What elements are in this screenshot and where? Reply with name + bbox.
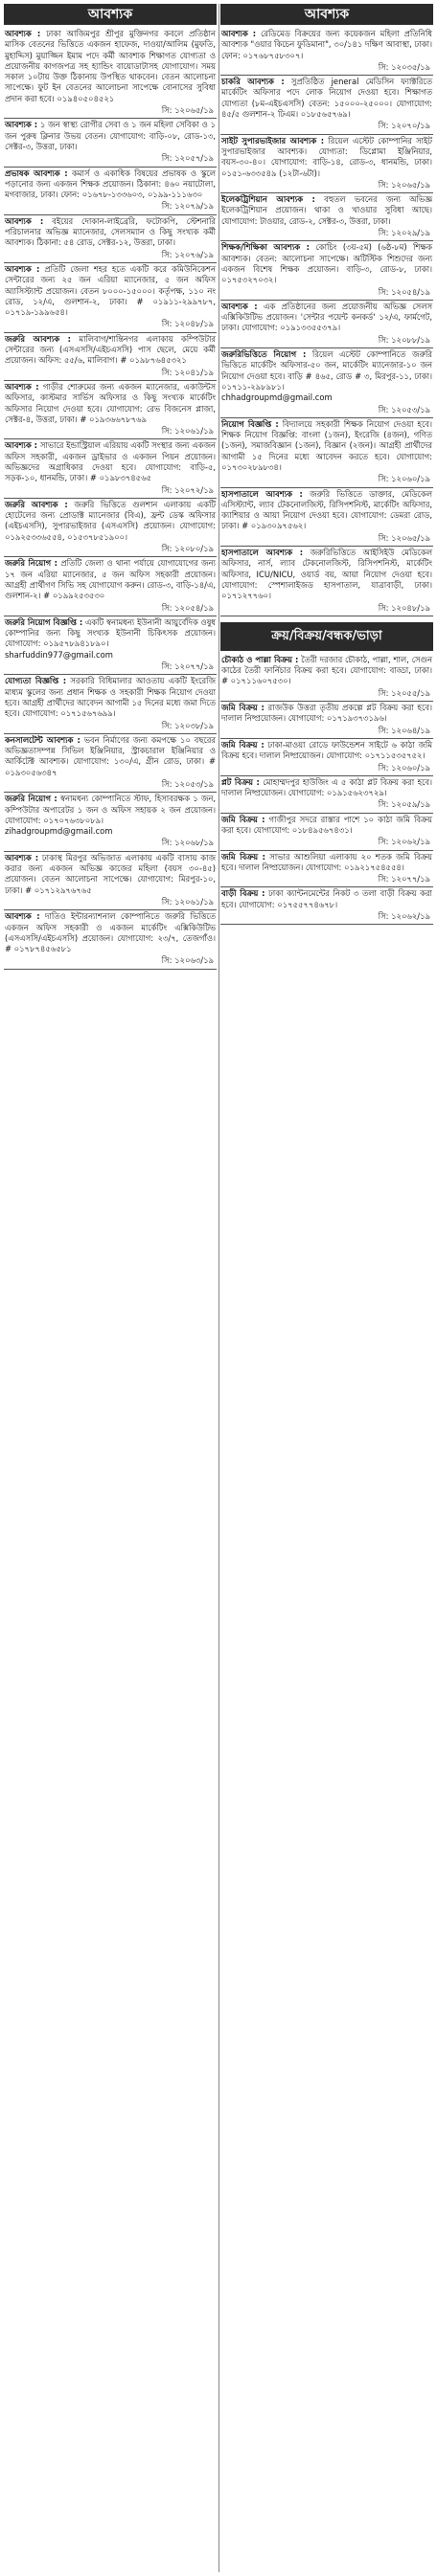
ad-text	[221, 815, 432, 837]
ad-body: বহুতল ভবনের জন্য অভিজ্ঞ ইলেকট্রিশিয়ান প্রয়োজন। থাকা ও খাওয়ার সুবিধা আছে। যোগাযোগ: টাওয়ার, রোড-২, সেক্টর-৩, উত্তরা, ঢাকা।	[221, 194, 432, 226]
ad-code: সি: ১২০৫৭/১৯	[161, 153, 214, 164]
ad-text	[221, 703, 432, 725]
ad-body: রিয়েল এস্টেট কোম্পানির সাইট সুপারভাইজার আবশ্যক। যোগ্যতা: ডিপ্লোমা ইঞ্জিনিয়ার, বয়স-৩০-৪০। যোগাযোগ: বাড়ি-১৪, রোড-৩, ধানমন্ডি, ঢাকা। ০১৫১-৬৩৩৫৪৯ (১২টা-৬টা)।	[221, 135, 432, 178]
ad-code: সি: ১২০৩৫/১৯	[378, 61, 430, 72]
ad-text	[221, 77, 432, 120]
ad-code: সি: ১২০৭৭/১৯	[161, 661, 214, 672]
ad-heading: কনসালটেন্ট আবশ্যক :	[5, 734, 80, 745]
classified-ad	[220, 654, 433, 701]
ad-heading: জরুরি নিয়োগ :	[5, 794, 58, 804]
ad-text	[221, 740, 432, 762]
ad-body: একটি স্বনামধন্য ইউনানী আয়ুর্বেদিক ওষুধ কোম্পানির জন্য কিছু সংখ্যক ইউনানী চিকিৎসক প্রয়োজন। যোগাযোগ: ০১৯৫৭৮৯৪১৮৯০।	[5, 616, 217, 649]
ad-body: ঢাকা আজিমপুর শ্রীপুর মুক্তিনগর কবলে প্রতিষ্ঠান মাসিক বেতনের ভিত্তিতে একজন হাফেজ, দাওয়া/আলিম (মুফতি, মুহাদ্দিস) মুয়াজ্জিন ইমাম পদে কর্মী আবশ্যক শিক্ষাগত যোগ্যতা ও প্রয়োজনীয় কাগজপত্র সহ হ্যান্ডিং বায়োডাটাসহ যোগাযোগ। সময় সকাল ১০টায় উক্ত ঠিকানায় উপস্থিত থাকবেন। বেতন আলোচনা সাপেক্ষে। ফুট ইন বেতনের আলোচনা সাপেক্ষে বোনাসের সুবিধা প্রদান করা হবে। ০১৯৪০৫০৪৫২১	[5, 29, 216, 103]
ad-body: প্রতিটি জেলা শহর হতে একটি করে কমিউনিকেশন সেন্টারের জন্য ২৫ জন এরিয়া ম্যানেজার, ৫ জন অফিস অ্যাসিস্ট্যান্ট প্রয়োজন। বেতন ৮০০০-১৫০০০। কর্তৃপক্ষ, ১১০ নং রোড, ১২/এ, গুলশান-২, ঢাকা। # ০১৯১১-২৯৯৭৮৭, ০১৭১৯-১৯৯৬৫৪।	[5, 263, 216, 318]
ad-heading: আবশ্যক :	[5, 215, 44, 226]
classified-ad	[220, 702, 433, 738]
classified-ad	[4, 263, 217, 332]
classified-ad	[4, 793, 217, 850]
ad-text	[5, 216, 216, 249]
classified-ad	[4, 439, 217, 497]
classified-ad	[220, 851, 433, 887]
ad-code: সি: ১২০৬০/১৯	[378, 474, 430, 484]
classified-ad	[220, 547, 433, 616]
ad-code: সি: ১২০৫৩/১৯	[378, 404, 430, 414]
ad-code: সি: ১২০৫৫/১৯	[378, 687, 430, 698]
ad-code: সি: ১২০৭০/১৯	[378, 121, 430, 131]
ad-text	[5, 440, 216, 483]
ad-code: সি: ১২০৬২/১৯	[378, 837, 430, 847]
ad-text	[221, 29, 432, 61]
ad-heading: জরুরি নিয়োগ :	[5, 558, 58, 569]
section-banner-left: আবশ্যক	[4, 4, 217, 25]
ad-text	[221, 888, 432, 910]
ad-heading: আবশ্যক :	[5, 120, 38, 130]
ad-heading: বাড়ী বিক্রয় :	[221, 888, 265, 899]
ad-code: সি: ১২০৫৪/১৯	[161, 602, 214, 613]
ad-code: সি: ১২০৬৩/১৯	[161, 955, 214, 966]
ad-heading: জরুরি আবশ্যক :	[5, 333, 72, 344]
ad-heading: জরুরি আবশ্যক :	[5, 499, 68, 509]
ad-code: সি: ১২০৬৪/১৯	[378, 725, 430, 735]
ad-heading: ইলেকট্রিশিয়ান আবশ্যক :	[221, 194, 315, 205]
ad-code: সি: ১২০৭৯/১৯	[161, 201, 214, 212]
ad-heading: হাসপাতালে আবশ্যক :	[221, 548, 304, 558]
ad-code: সি: ১২০৩৮/১৯	[161, 720, 214, 730]
ad-heading: আবশ্যক :	[5, 381, 39, 392]
ad-code: সি: ১২০৪৮/১৯	[378, 602, 430, 613]
ad-code: সি: ১২০৭২/১৯	[161, 484, 214, 495]
classified-ad	[220, 887, 433, 924]
ad-body: গাজীপুর সদরে রাস্তার পাশে ১০ কাঠা জমি বিক্রয় করা হবে। যোগাযোগ: ০১৮৪৯৫৬৭৪৩১।	[221, 814, 432, 835]
classified-ad	[4, 119, 217, 166]
ad-email-link[interactable]: zihadgroupmd@gmail.com	[5, 826, 113, 837]
ad-body: বইয়ের দোকান-লাইব্রেরি, ফটোকপি, স্টেশনারি পরিচালনার অভিজ্ঞ ম্যানেজার, সেলসম্যান ও কিছু সংখ্যক কর্মী আবশ্যক। ঠিকানা: ৫৪ রোড, সেক্টর-১২, উত্তরা, ঢাকা।	[5, 215, 216, 248]
classified-ad	[4, 557, 217, 615]
ad-code: সি: ১২০৫৪/১৯	[378, 286, 430, 297]
ad-separator	[220, 924, 433, 925]
ad-text	[5, 29, 216, 104]
ad-body: জরুরিভিত্তিতে আইসিইউ মেডিকেল অফিসার, নার্স, ল্যাব টেকনোলজিস্ট, রিসিপশনিস্ট, মার্কেটিং অফিসার, ICU/NICU, ওয়ার্ড বয়, আয়া নিয়োগ দেওয়া হবে। যোগাযোগ: স্পেশালাইজড হাসপাতাল, যাত্রাবাড়ী, ঢাকা। ০১৭১২৭৭৬০।	[221, 548, 432, 601]
ad-text	[5, 264, 216, 318]
ad-heading: চাকরি আবশ্যক :	[221, 77, 285, 87]
ad-text	[5, 500, 216, 543]
section-banner-right: আবশ্যক	[220, 4, 433, 25]
ad-body: প্রতিটি জেলা ও থানা পর্যায়ে যোগাযোগের জন্য ১৭ জন এরিয়া ম্যানেজার, ৫ জন অফিস সহকারী প্রয়োজন। আগ্রহী প্রার্থীগণ সিভি সহ যোগাযোগ করুন। রোড-৩, বাড়ি-১৪/এ, গুলশান-২। # ০১৯৯২৫৩৫৩০	[5, 558, 216, 601]
ad-body: মালিবাগ/শান্তিনগর এলাকায় কম্পিউটার সেন্টারের জন্য (এসএসসি/এইচএসসি) পাস ছেলে, মেয়ে কর্মী প্রয়োজন। অফিস: ৫৫/৬, মালিবাগ। # ০১৯৮৭৬৪৫৩২১	[5, 333, 217, 366]
ad-text	[5, 120, 216, 152]
ad-body: জরুরি ভিত্তিতে ডাক্তার, মেডিকেল এসিস্ট্যান্ট, ল্যাব টেকনোলজিস্ট, রিসিপশনিস্ট, মার্কেটিং অফিসার, ক্যাশিয়ার ও আয়া নিয়োগ দেওয়া হবে। যোগাযোগ: ডেমরা রোড, ঢাকা। # ০১৯৩০৯৭৫৬২।	[221, 488, 432, 531]
ad-code: সি: ১২০৪৮/১৯	[161, 319, 214, 329]
ad-heading: আবশ্যক :	[221, 29, 257, 38]
ad-body: কমার্স ও একাধিক বিষয়ের প্রভাষক ও স্কুলে পড়ানোর জন্য একজন শিক্ষক প্রয়োজন। ঠিকানা: ৪৬০ নয়াটোলা, মগবাজার, ঢাকা। ফোন: ০১৬৭৮-১৩৩৬০৩, ০১৯৯-১১১৬৩০	[5, 168, 216, 200]
sale-section-banner: ক্রয়/বিক্রয়/বন্ধক/ভাড়া	[220, 622, 433, 651]
ad-code: সি: ১২০৬২/১৯	[378, 911, 430, 922]
ad-text	[5, 334, 216, 367]
classified-ad	[4, 499, 217, 556]
ad-code: সি: ১২০৬৫/১৯	[378, 532, 430, 543]
ad-heading: আবশ্যক :	[5, 263, 40, 274]
ad-text	[5, 794, 216, 826]
ad-text	[5, 735, 216, 778]
classified-ad	[4, 852, 217, 909]
ad-body: ঢাকাস্থ মিরপুর অভিজাত এলাকায় একটি বাসায় কাজ করার জন্য একজন অভিজ্ঞ কাজের মহিলা (বয়স ৩০-৪৫) প্রয়োজন। বেতন আলোচনা সাপেক্ষে। যোগাযোগ: মিরপুর-১০, ঢাকা। # ০১৭১২৯৭৬৭৬৫	[5, 852, 216, 895]
ad-heading: আবশ্যক :	[5, 852, 39, 862]
classified-ad	[4, 28, 217, 118]
ad-text	[221, 489, 432, 532]
ad-heading: জরুরিভিত্তিতে নিয়োগ :	[221, 349, 307, 360]
ad-code: সি: ১২০৬৫/১৯	[378, 179, 430, 190]
ad-separator	[4, 969, 217, 970]
ad-heading: জমি বিক্রয় :	[221, 851, 265, 862]
ad-email-link[interactable]: sharfuddin977@gmail.com	[5, 649, 113, 660]
classified-ad	[220, 76, 433, 133]
classified-ad	[4, 734, 217, 792]
classified-ad	[4, 381, 217, 438]
ad-heading: জমি বিক্রয় :	[221, 703, 264, 713]
classified-ad	[220, 739, 433, 775]
ad-heading: আবশ্যক :	[5, 29, 41, 38]
ad-heading: হাসপাতালে আবশ্যক :	[221, 488, 303, 499]
ad-body: এক প্রতিষ্ঠানের জন্য প্রয়োজনীয় অভিজ্ঞ সেলস এক্সিকিউটিভ প্রয়োজন। 'সেন্টার পয়েন্ট কনকর্ড' ১২/এ, ফার্মগেট, ঢাকা। যোগাযোগ: ০১৯১৩৩৫৫৩৭৯।	[221, 301, 432, 333]
classified-ad	[220, 418, 433, 487]
ad-code: সি: ১২০৮০/১৯	[161, 544, 214, 554]
classified-ad	[4, 168, 217, 214]
ad-body: ঢাকা ক্যান্টনমেন্টের নিকট ৩ তলা বাড়ী বিক্রয় করা হবে। যোগাযোগ: ০১৭৫৫৭৭৪৬৭৮।	[221, 888, 432, 909]
ad-heading: প্লট বিক্রয় :	[221, 776, 260, 787]
ad-text	[221, 655, 432, 687]
ad-body: বিদ্যালয়ে সহকারী শিক্ষক নিয়োগ দেওয়া হবে। শিক্ষক নিয়োগ বিজ্ঞপ্তি: বাংলা (১জন), ইংরেজি (৪জন), গণিত (১জন), সমাজবিজ্ঞান (১জন), বিজ্ঞান (২জন)। আগ্রহী প্রার্থীদের আগামী ১৫ দিনের মধ্যে আবেদন করতে হবে। যোগাযোগ: ০১৭৩০২৮৯৮৩৪।	[221, 418, 432, 472]
ad-body: দাতিও ইন্টারন্যাশনাল কোম্পানিতে জরুরি ভিত্তিতে একজন অফিস সহকারী ও একজন মার্কেটিং এক্সিকিউটিভ (এসএসসি/এইচএসসি) প্রয়োজন। যোগাযোগ: ২৩/৭, তেজগাঁও। # ০১৭৮৭৪৫৬৫৮১	[5, 911, 216, 954]
ad-text	[5, 617, 216, 650]
ad-body: ১ জন স্বাস্থ্য রোগীর সেবা ও ১ জন মহিলা সেবিকা ও ১ জন পুরুষ ক্লিনার উভয় বেতন। যোগাযোগ: বাড়ি-০৮, রোড-১৩, সেক্টর-৩, উত্তরা, ঢাকা।	[5, 120, 216, 151]
right-ads-list	[220, 28, 433, 616]
ad-body: রিয়েল এস্টেট কোম্পানিতে জরুরি ভিত্তিতে মার্কেটিং অফিসার-৫০ জন, মার্কেটিং ম্যানেজার-১০ জন নিয়োগ দেওয়া হবে। বাড়ি # ৪৬৫, রোড # ৩, মিরপুর-১১, ঢাকা। ০১৭১১-২৯৮৯৮১।	[221, 349, 432, 392]
ad-body: রেডিমেড বিক্রয়ের জন্য কয়েকজন মহিলা প্রতিনিধি আবশ্যক "ওয়ার কিচেন ফুডিমানা", ৩০/১৪১ দক্ষিণ আবাস্থা, ঢাকা। ফোন: ০১৭৬৮৭৫৮৩০৭।	[221, 29, 432, 60]
ad-heading: জমি বিক্রয় :	[221, 739, 264, 750]
classified-ad	[4, 333, 217, 380]
classified-ad	[220, 488, 433, 546]
classified-ad	[4, 215, 217, 262]
ad-heading: জরুরি নিয়োগ বিজ্ঞপ্তি :	[5, 616, 83, 627]
ad-text	[221, 302, 432, 334]
ad-text	[221, 419, 432, 473]
ad-body: মোহাম্মদপুর হাউজিং এ ৫ কাঠা প্লট বিক্রয় করা হবে। দালাল নিষ্প্রয়োজন। যোগাযোগ: ০১৯১৫৬২৩৭২৯।	[221, 776, 432, 798]
ad-code: সি: ১২০২৯/১৯	[378, 228, 430, 238]
ad-body: সাভারে ইন্ডাস্ট্রিয়াল এরিয়ায় একটি সংস্থার জন্য একজন অফিস সহকারী, একজন ড্রাইভার ও একজন পিয়ন প্রয়োজন। অভিজ্ঞদের অগ্রাধিকার দেওয়া হবে। যোগাযোগ: বাড়ি-৫, সড়ক-১০, ধানমন্ডি, ঢাকা। # ০১৯৮৩৭৪৫৬৫	[5, 440, 216, 483]
ad-heading: যোগ্যতা বিজ্ঞপ্তি :	[5, 676, 67, 686]
classified-ad	[220, 193, 433, 240]
ad-text	[221, 136, 432, 179]
ad-body: স্বনামধন্য কোম্পানিতে স্টাফ, হিসাবরক্ষক ১ জন, কম্পিউটার অপারেটর ১ জন ও অফিস সহায়ক ২ জন প্রয়োজন। যোগাযোগ: ০১৭০৭৬৩৮০৮৯।	[5, 794, 216, 825]
ad-code: সি: ১২০৬০/১৯	[378, 762, 430, 773]
ad-body: ভবন নির্মাণের জন্য কমপক্ষে ১০ বছরের অভিজ্ঞতাসম্পন্ন সিভিল ইঞ্জিনিয়ার, স্ট্রাকচারাল ইঞ্জিনিয়ার ও আর্কিটেক্ট আবশ্যক। যোগাযোগ: ১৩০/এ, গ্রীন রোড, ঢাকা। # ০১৯৩০৫৬৩৪৭	[5, 734, 216, 777]
classified-ad	[220, 241, 433, 299]
ad-heading: আবশ্যক :	[5, 440, 38, 451]
ad-text	[5, 676, 216, 719]
left-column	[4, 4, 217, 970]
ad-heading: প্রভাষক আবশ্যক :	[5, 168, 68, 178]
ad-heading: সাইট সুপারভাইজার আবশ্যক :	[221, 135, 325, 146]
ad-code: সি: ১২০৫৯/১৯	[378, 799, 430, 810]
ad-body: সরকারি বিধিমালার আওতায় একটি ইংরেজি মাধ্যম স্কুলের জন্য প্রধান শিক্ষক ও সহকারী শিক্ষক নিয়োগ দেওয়া হবে। আগ্রহী প্রার্থীদের আবেদন আগামী ১৫ দিনের মধ্যে জমা দিতে হবে। যোগাযোগ: ০১৭১৫৬৭৬৯৯।	[5, 676, 216, 719]
classified-ad	[220, 348, 433, 417]
ad-body: গাড়ীর শোরুমের জন্য একজন ম্যানেজার, একাউন্টস অফিসার, কাস্টমার সার্ভিস অফিসার ও কিছু সংখ্যক মার্কেটিং অফিসার নিয়োগ দেওয়া হবে। যোগাযোগ: রেভ বিজনেস প্লাজা, সেক্টর-৪, উত্তরা, ঢাকা। # ০১৯৩৬৬৭৮৭৬৯	[5, 381, 216, 424]
ad-code: সি: ১২০৬৮/১৯	[161, 838, 214, 848]
column-divider	[218, 4, 219, 2572]
ad-heading: আবশ্যক :	[5, 911, 40, 922]
ad-code: সি: ১২০৭৭/১৯	[378, 874, 430, 885]
ad-text	[5, 558, 216, 601]
ad-text	[221, 548, 432, 601]
ad-code: সি: ১২০৬৫/১৯	[161, 105, 214, 116]
ad-text	[221, 349, 432, 392]
ad-body: ঢাকা-মাওয়া রোডে ফাউন্ডেশন সাইটে ৬ কাঠা জমি বিক্রয় হবে। দালাল নিষ্প্রয়োজন। যোগাযোগ: ০১৭১১৫৩৫৭৫২।	[221, 739, 432, 761]
classified-ad	[4, 616, 217, 674]
ad-heading: নিয়োগ বিজ্ঞপ্তি :	[221, 418, 279, 429]
ad-body: রাজউক উত্তরা তৃতীয় প্রকল্পে প্লট বিক্রয় করা হবে। দালাল নিষ্প্রয়োজন। যোগাযোগ: ০১৭১৯৩৭৩১৯৬।	[221, 703, 432, 724]
ad-body: সাভার আশুলিয়া এলাকায় ২০ শতক জমি বিক্রয় হবে। দালাল নিষ্প্রয়োজন। যোগাযোগ: ০১৯২১৭৫৪৫৫৪।	[221, 851, 432, 872]
ad-code: সি: ১২০৭৬/১৯	[161, 249, 214, 259]
classified-ad	[220, 814, 433, 850]
classified-ad	[220, 301, 433, 347]
ad-heading: আবশ্যক :	[221, 301, 258, 311]
sale-ads-list	[220, 654, 433, 926]
ad-text	[221, 194, 432, 227]
ad-text	[221, 242, 432, 285]
classified-ad	[220, 776, 433, 813]
ad-heading: চৌকাঠ ও পাল্লা বিক্রয় :	[221, 654, 299, 664]
ad-body: সুপ্রতিষ্ঠিত jeneral মেডিসিন ফ্যাক্টরিতে মার্কেটিং অফিসার পদে লোক নিয়োগ দেওয়া হবে। শিক্ষাগত যোগ্যতা (৮ম-এইচএসসি) বেতন: ১৫০০০-২৫০০০। যোগাযোগ: ৪৫/৫ গুলশান-২ ঢিএম। ০১৮৫৬৫৭৬৯।	[221, 77, 432, 120]
classified-ad	[220, 135, 433, 192]
ad-text	[5, 911, 216, 954]
ad-code: সি: ১২০৬১/১৯	[161, 426, 214, 437]
classified-ad	[220, 28, 433, 75]
ad-body: জরুরি ভিত্তিতে গুলশান এলাকায় একটি হোটেলের জন্য প্রোডাক্ট ম্যানেজার (বিএ), ফ্রন্ট ডেস্ক অফিসার (এইচএসসি), সুপারভাইজার (এসএসসি) প্রয়োজন। যোগাযোগ: ০১৯২৫৩৩৬৫৫৪, ০১৫৩৭৮৫১৯০০।	[5, 499, 216, 542]
ad-text	[221, 852, 432, 874]
ad-code: সি: ১২০৮৮/১৯	[378, 334, 430, 345]
right-column	[220, 4, 433, 925]
ad-text	[5, 853, 216, 896]
ad-text	[221, 777, 432, 799]
ad-heading: শিক্ষক/শিক্ষিকা আবশ্যক :	[221, 242, 310, 253]
classified-ad	[4, 675, 217, 732]
classified-ad	[4, 910, 217, 968]
ad-text	[5, 382, 216, 425]
ad-email-link[interactable]: chhadgroupmd@gmail.com	[221, 392, 333, 403]
ad-code: সি: ১২০৪১/১৯	[161, 367, 214, 377]
ad-body: তৈরী দরজার চৌকাঠ, পাল্লা, শাল, সেগুন কাঠের তৈরী ফার্নিচার বিক্রয় করা হবে। যোগাযোগ: বাড্ডা, ঢাকা। # ০১৭১১৬০৭৫৩০।	[221, 654, 432, 686]
ad-body: কোচিং (৩য়-৫ম) (৬ষ্ঠ-৮ম) শিক্ষক আবশ্যক। বেতন: আলোচনা সাপেক্ষে। অটিস্টিক শিশুদের জন্য একজন বিশেষ শিক্ষক প্রয়োজন। বাড়ি-৩, রোড-৮, ঢাকা। ০১৭৫৩২৭০৩২।	[221, 242, 432, 285]
ad-code: সি: ১২০৫৩/১৯	[161, 779, 214, 789]
ad-code: সি: ১২০৬১/১৯	[161, 896, 214, 907]
ad-heading: জমি বিক্রয় :	[221, 814, 265, 824]
ad-text	[5, 168, 216, 201]
